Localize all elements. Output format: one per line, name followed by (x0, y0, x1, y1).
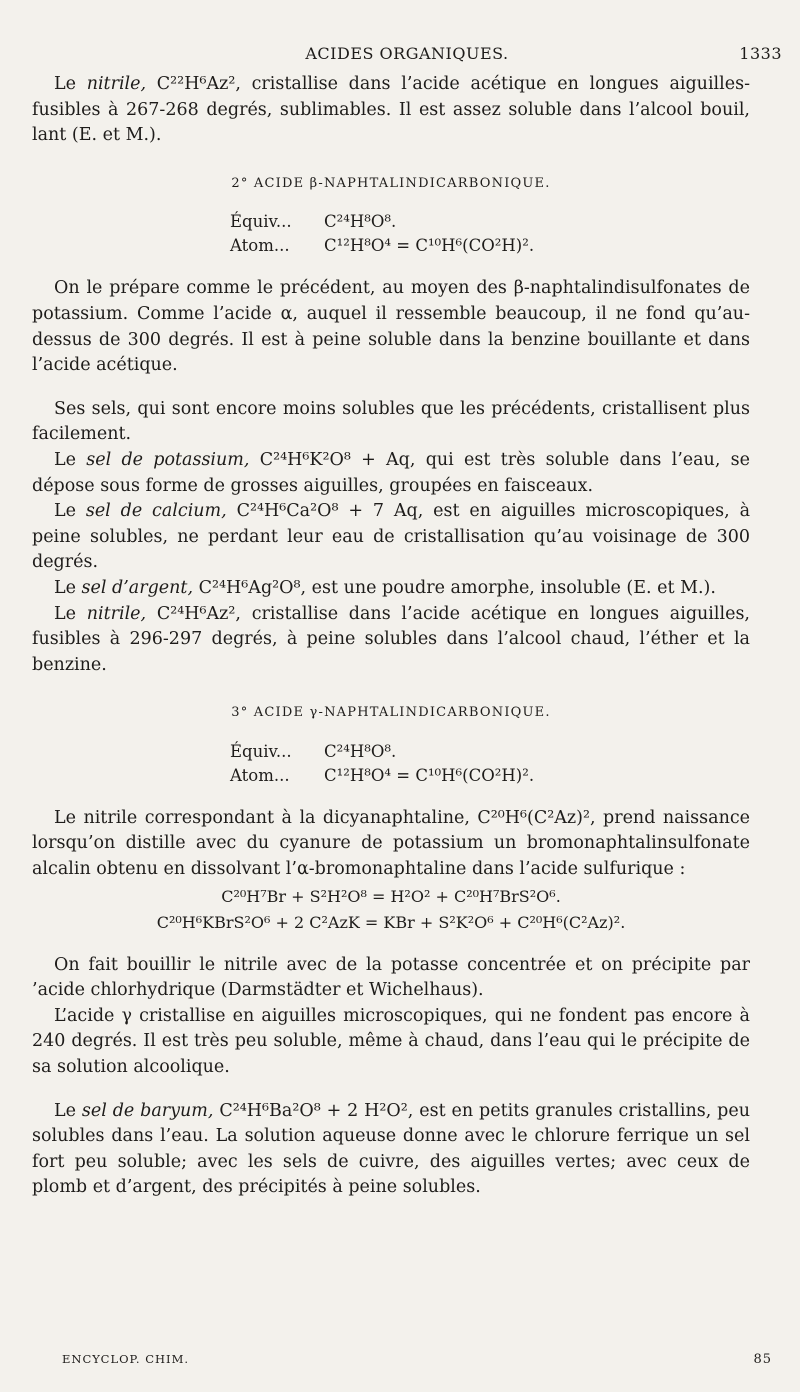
paragraph-boiling: On fait bouillir le nitrile avec de la potasse concentrée et on précipite par ’acide chlorhydrique (Darmstädter et Wichelhaus). (32, 954, 750, 1001)
paragraph-barium-salt (32, 1099, 750, 1201)
term-italic: nitrile, (86, 603, 147, 624)
paragraph-potassium-salt (32, 448, 750, 499)
section-heading-gamma: 3° ACIDE γ-NAPHTALINDICARBONIQUE. (231, 705, 551, 721)
para-text: C²⁴H⁶Az², cristallise dans l’acide acétique en longues aiguilles, fusibles à 296-297 degrés, à peine solubles dans l’alcool chaud, l’éther et la benzine. (32, 603, 750, 675)
equation-2: C²⁰H⁶KBrS²O⁶ + 2 C²AzK = KBr + S²K²O⁶ + C²⁰H⁶(C²Az)². (156, 912, 626, 932)
paragraph-calcium-salt (32, 499, 750, 576)
page-number: 1333 (739, 44, 782, 63)
running-title: ACIDES ORGANIQUES. (305, 44, 509, 63)
formula-equiv-gamma (230, 740, 750, 764)
formula-label: Équiv... (230, 741, 292, 761)
term-italic: sel d’argent, (81, 577, 194, 598)
para-text: C²²H⁶Az², cristallise dans l’acide acétique en longues aiguilles-fusibles à 267-268 degrés, sublimables. Il est assez soluble dans l’alcool bouil, lant (E. et M.). (32, 74, 750, 146)
body-text (32, 72, 750, 1201)
formula-value: C¹²H⁸O⁴ = C¹⁰H⁶(CO²H)². (324, 765, 535, 785)
para-text: C²⁴H⁶Ba²O⁸ + 2 H²O², est en petits granules cristallins, peu solubles dans l’eau. La solution aqueuse donne avec le chlorure ferrique un sel fort peu soluble; avec les sels de cuivre, des aiguilles vertes; avec ceux de plomb et d’argent, des précipités à peine solubles. (32, 1100, 750, 1198)
equation-1: C²⁰H⁷Br + S²H²O⁸ = H²O² + C²⁰H⁷BrS²O⁶. (221, 886, 561, 906)
para-lead: Le (54, 449, 87, 470)
formula-label: Atom... (230, 236, 290, 256)
signature-number: 85 (753, 1352, 772, 1367)
paragraph-preparation-beta: On le prépare comme le précédent, au moyen des β-naphtalindisulfonates de potassium. Comme l’acide α, auquel il ressemble beaucoup, il ne fond qu’au-dessus de 300 degrés. Il est à peine soluble dans la benzine bouillante et dans l’acide acétique. (32, 278, 750, 376)
para-text: C²⁴H⁶K²O⁸ + Aq, qui est très soluble dans l’eau, se dépose sous forme de grosses aiguilles, groupées en faisceaux. (32, 449, 750, 496)
paragraph-salts-beta: Ses sels, qui sont encore moins solubles que les précédents, cristallisent plus facilement. (32, 398, 750, 445)
term-italic: sel de calcium, (85, 501, 227, 522)
para-lead: Le (54, 501, 86, 522)
formula-label: Équiv... (230, 212, 292, 232)
para-lead: Le (54, 577, 82, 598)
paragraph-nitrile-alpha (32, 72, 750, 149)
term-italic: sel de potassium, (86, 449, 250, 470)
running-header (32, 44, 782, 68)
section-heading-beta: 2° ACIDE β-NAPHTALINDICARBONIQUE. (231, 175, 551, 191)
paragraph-nitrile-gamma: Le nitrile correspondant à la dicyanaphtaline, C²⁰H⁶(C²Az)², prend naissance lorsqu’on distille avec du cyanure de potassium un bromonaphtalinsulfonate alcalin obtenu en dissolvant l’α-bromonaphtaline dans l’acide sulfurique : (32, 807, 750, 880)
formula-atom-gamma (230, 764, 750, 788)
formula-value: C²⁴H⁸O⁸. (324, 212, 397, 232)
para-lead: Le (54, 603, 87, 624)
footer-reference: ENCYCLOP. CHIM. (62, 1352, 190, 1366)
paragraph-nitrile-beta (32, 602, 750, 679)
formula-label: Atom... (230, 765, 290, 785)
para-text: C²⁴H⁶Ag²O⁸, est une poudre amorphe, insoluble (E. et M.). (193, 577, 716, 598)
paragraph-silver-salt (32, 576, 750, 602)
para-text: C²⁴H⁶Ca²O⁸ + 7 Aq, est en aiguilles microscopiques, à peine solubles, ne perdant leur eau de cristallisation qu’au voisinage de 300 degrés. (32, 501, 750, 573)
term-italic: sel de baryum, (81, 1100, 214, 1121)
page-footer (62, 1352, 772, 1372)
formula-value: C²⁴H⁸O⁸. (324, 741, 397, 761)
para-lead: Le (54, 1100, 82, 1121)
term-italic: nitrile, (86, 74, 147, 94)
para-lead: Le (54, 74, 87, 94)
formula-value: C¹²H⁸O⁴ = C¹⁰H⁶(CO²H)². (324, 236, 535, 256)
formula-atom-beta (230, 234, 750, 258)
formula-equiv-beta (230, 210, 750, 234)
paragraph-acid-gamma: L’acide γ cristallise en aiguilles microscopiques, qui ne fondent pas encore à 240 degrés. Il est très peu soluble, même à chaud, dans l’eau qui le précipite de sa solution alcoolique. (32, 1005, 750, 1078)
